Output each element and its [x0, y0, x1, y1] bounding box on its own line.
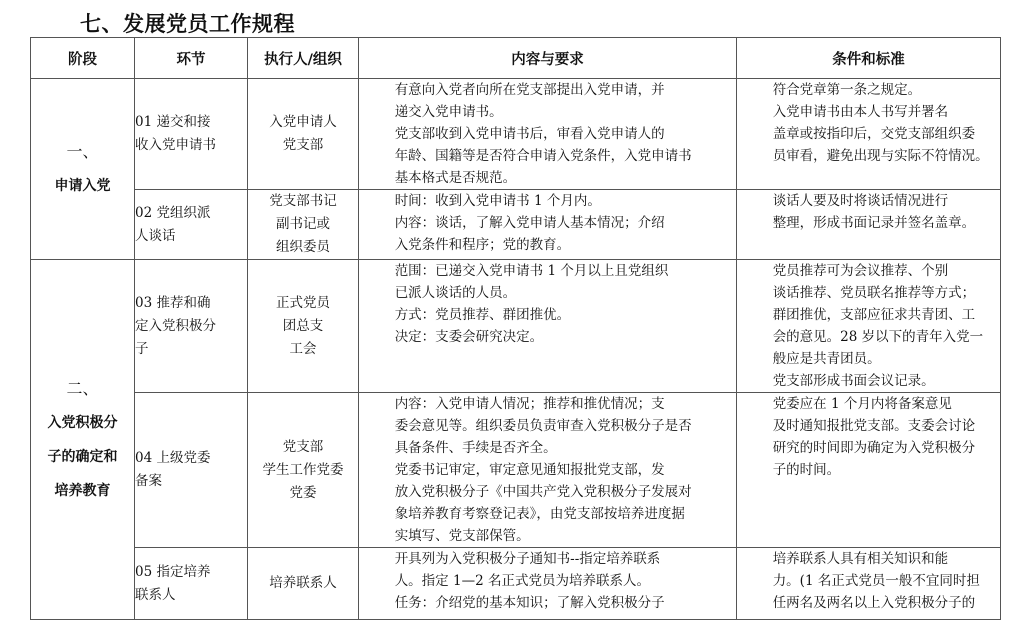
content-paragraph	[359, 212, 736, 256]
content-paragraph	[359, 79, 736, 123]
text-line: 党支部形成书面会议记录。	[772, 373, 935, 389]
header-conditions: 条件和标准	[737, 38, 1001, 79]
step-label: 子	[135, 340, 149, 357]
text-line: 力。(1 名正式党员一般不宜同时担	[772, 573, 980, 589]
step-cell	[135, 548, 248, 620]
stage-cell	[31, 260, 135, 620]
conditions-paragraph	[737, 548, 1000, 614]
content-cell	[359, 548, 737, 620]
text-line: 子的时间。	[772, 462, 841, 478]
text-line: 员审看，避免出现与实际不符情况。	[772, 148, 989, 164]
executor-name: 正式党员	[276, 294, 330, 311]
conditions-paragraph	[737, 101, 1000, 167]
table-row	[31, 190, 1001, 260]
conditions-paragraph	[737, 79, 1000, 101]
content-paragraph	[359, 260, 736, 304]
executor-cell	[248, 260, 359, 393]
text-line: 群团推优，支部应征求共青团、工	[772, 307, 976, 323]
text-line: 任两名及两名以上入党积极分子的	[772, 595, 976, 611]
text-line: 谈话人要及时将谈话情况进行	[772, 193, 949, 209]
text-line: 方式：党员推荐、群团推优。	[394, 307, 571, 323]
text-line: 委会意见等。组织委员负责审查入党积极分子是否	[394, 418, 692, 434]
text-line: 培养联系人具有相关知识和能	[772, 551, 949, 567]
text-line: 已派人谈话的人员。	[394, 285, 517, 301]
step-cell	[135, 190, 248, 260]
table-row	[31, 548, 1001, 620]
step-label: 03 推荐和确	[135, 294, 211, 311]
content-paragraph	[359, 548, 736, 592]
executor-cell	[248, 79, 359, 190]
content-paragraph	[359, 326, 736, 348]
conditions-paragraph	[737, 190, 1000, 234]
text-line: 递交入党申请书。	[394, 104, 503, 120]
text-line: 决定：支委会研究决定。	[394, 329, 544, 345]
step-label: 定入党积极分	[135, 317, 216, 334]
executor-name: 培养联系人	[269, 575, 337, 591]
step-cell	[135, 79, 248, 190]
conditions-cell	[737, 548, 1001, 620]
executor-name: 组织委员	[276, 239, 330, 255]
content-paragraph	[359, 393, 736, 459]
step-label: 02 党组织派	[135, 204, 211, 221]
text-line: 谈话推荐、党员联名推荐等方式；	[772, 285, 976, 301]
stage-name: 子的确定和	[47, 448, 118, 465]
stage-number: 一、	[66, 142, 99, 161]
executor-name: 团总支	[282, 317, 324, 334]
text-line: 党员推荐可为会议推荐、个别	[772, 263, 949, 279]
text-line: 任务：介绍党的基本知识；了解入党积极分子	[394, 595, 665, 611]
content-cell	[359, 260, 737, 393]
executor-name: 党支部	[282, 137, 324, 153]
executor-cell	[248, 190, 359, 260]
header-content: 内容与要求	[359, 38, 737, 79]
text-line: 实填写、党支部保管。	[394, 528, 530, 544]
text-line: 内容：入党申请人情况；推荐和推优情况；支	[394, 396, 665, 412]
text-line: 有意向入党者向所在党支部提出入党申请，并	[394, 82, 665, 98]
executor-name: 工会	[289, 340, 317, 357]
text-line: 及时通知报批党支部。支委会讨论	[772, 418, 976, 434]
step-label: 01 递交和接	[135, 114, 211, 130]
table-row	[31, 393, 1001, 548]
step-label: 收入党申请书	[135, 137, 216, 153]
executor-cell	[248, 548, 359, 620]
text-line: 整理，形成书面记录并签名盖章。	[772, 215, 976, 231]
step-label: 05 指定培养	[135, 563, 211, 580]
text-line: 范围：已递交入党申请书 1 个月以上且党组织	[394, 263, 669, 279]
stage-name: 培养教育	[54, 482, 111, 499]
conditions-cell	[737, 393, 1001, 548]
content-paragraph	[359, 592, 736, 614]
content-paragraph	[359, 190, 736, 212]
section-title: 七、发展党员工作规程	[80, 12, 295, 36]
table-row	[31, 79, 1001, 190]
text-line: 党支部收到入党申请书后，审看入党申请人的	[394, 126, 665, 142]
step-label: 联系人	[135, 586, 176, 603]
executor-name: 党支部	[282, 438, 324, 455]
text-line: 入党申请书由本人书写并署名	[772, 104, 949, 120]
table-header-row	[31, 38, 1001, 79]
conditions-paragraph	[737, 393, 1000, 481]
executor-cell	[248, 393, 359, 548]
content-cell	[359, 190, 737, 260]
step-cell	[135, 393, 248, 548]
content-paragraph	[359, 304, 736, 326]
text-line: 会的意见。28 岁以下的青年入党一	[772, 329, 984, 345]
text-line: 盖章或按指印后，交党支部组织委	[772, 126, 976, 142]
content-cell	[359, 79, 737, 190]
step-label: 备案	[135, 473, 162, 489]
header-step: 环节	[135, 38, 248, 79]
text-line: 人。指定 1—2 名正式党员为培养联系人。	[394, 573, 650, 589]
content-paragraph	[359, 123, 736, 189]
conditions-paragraph	[737, 260, 1000, 370]
text-line: 象培养教育考察登记表》，由党支部按培养进度据	[394, 506, 685, 522]
header-executor: 执行人/组织	[248, 38, 359, 79]
content-cell	[359, 393, 737, 548]
text-line: 党委书记审定，审定意见通知报批党支部，发	[394, 462, 665, 478]
stage-name: 申请入党	[54, 178, 111, 194]
text-line: 开具列为入党积极分子通知书--指定培养联系	[394, 551, 661, 567]
text-line: 入党条件和程序；党的教育。	[394, 237, 571, 253]
text-line: 般应是共青团员。	[772, 351, 881, 367]
stage-name: 入党积极分	[47, 414, 118, 431]
conditions-cell	[737, 190, 1001, 260]
executor-name: 党支部书记	[269, 193, 337, 209]
text-line: 放入党积极分子《中国共产党入党积极分子发展对	[394, 484, 692, 500]
step-label: 04 上级党委	[135, 450, 211, 466]
table-row	[31, 260, 1001, 393]
executor-name: 党委	[289, 484, 317, 501]
procedure-table	[30, 37, 1001, 620]
text-line: 时间：收到入党申请书 1 个月内。	[394, 193, 601, 209]
conditions-paragraph	[737, 370, 1000, 392]
text-line: 基本格式是否规范。	[394, 170, 517, 186]
text-line: 符合党章第一条之规定。	[772, 82, 922, 98]
stage-cell	[31, 79, 135, 260]
text-line: 研究的时间即为确定为入党积极分	[772, 440, 976, 456]
header-stage: 阶段	[31, 38, 135, 79]
executor-name: 副书记或	[276, 216, 330, 232]
text-line: 具备条件、手续是否齐全。	[394, 440, 557, 456]
stage-number: 二、	[66, 378, 99, 398]
executor-name: 入党申请人	[269, 114, 337, 130]
executor-name: 学生工作党委	[262, 461, 344, 478]
conditions-cell	[737, 79, 1001, 190]
text-line: 年龄、国籍等是否符合申请入党条件，入党申请书	[394, 148, 692, 164]
text-line: 党委应在 1 个月内将备案意见	[772, 396, 952, 412]
step-cell	[135, 260, 248, 393]
text-line: 内容：谈话，了解入党申请人基本情况；介绍	[394, 215, 665, 231]
conditions-cell	[737, 260, 1001, 393]
step-label: 人谈话	[135, 227, 176, 244]
content-paragraph	[359, 459, 736, 547]
